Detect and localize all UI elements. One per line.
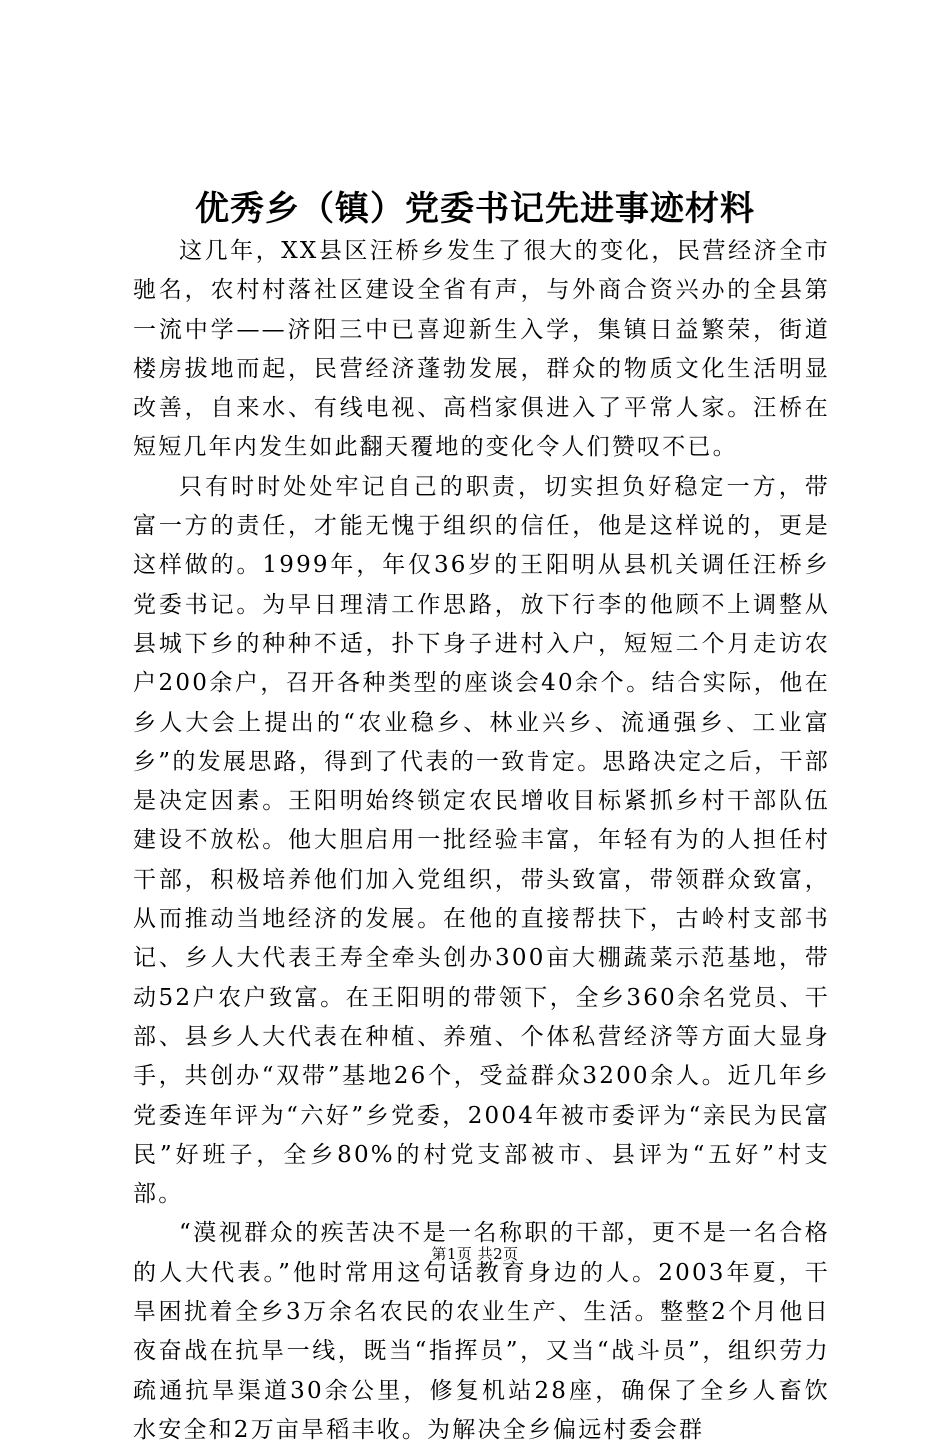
paragraph: 这几年，XX县区汪桥乡发生了很大的变化，民营经济全市驰名，农村村落社区建设全省有声，与外商合资兴办的全县第一流中学——济阳三中已喜迎新生入学，集镇日益繁荣，街道楼房拔地而起，民营经济蓬勃发展，群众的物质文化生活明显改善，自来水、有线电视、高档家俱进入了平常人家。汪桥在短短几年内发生如此翻天覆地的变化令人们赞叹不已。 xyxy=(133,238,830,461)
page-number-footer: 第1页 共2页 xyxy=(431,1245,519,1263)
paragraph: 只有时时处处牢记自己的职责，切实担负好稳定一方，带富一方的责任，才能无愧于组织的信任，他是这样说的，更是这样做的。1999年，年仅36岁的王阳明从县机关调任汪桥乡党委书记。为早日理清工作思路，放下行李的他顾不上调整从县城下乡的种种不适，扑下身子进村入户，短短二个月走访农户200余户，召开各种类型的座谈会40余个。结合实际，他在乡人大会上提出的“农业稳乡、林业兴乡、流通强乡、工业富乡”的发展思路，得到了代表的一致肯定。思路决定之后，干部是决定因素。王阳明始终锁定农民增收目标紧抓乡村干部队伍建设不放松。他大胆启用一批经验丰富，年轻有为的人担任村干部，积极培养他们加入党组织，带头致富，带领群众致富，从而推动当地经济的发展。在他的直接帮扶下，古岭村支部书记、乡人大代表王寿全牵头创办300亩大棚蔬菜示范基地，带动52户农户致富。在王阳明的带领下，全乡360余名党员、干部、县乡人大代表在种植、养殖、个体私营经济等方面大显身手，共创办“双带”基地26个，受益群众3200余人。近几年乡党委连年评为“六好”乡党委，2004年被市委评为“亲民为民富民”好班子，全乡80%的村党支部被市、县评为“五好”村支部。 xyxy=(133,473,830,1208)
document-title: 优秀乡（镇）党委书记先进事迹材料 xyxy=(195,189,755,229)
document-body xyxy=(133,232,830,1450)
paragraph: “漠视群众的疾苦决不是一名称职的干部，更不是一名合格的人大代表。”他时常用这句话教育身边的人。2003年夏，干旱困扰着全乡3万余名农民的农业生产、生活。整整2个月他日夜奋战在抗旱一线，既当“指挥员”，又当“战斗员”，组织劳力疏通抗旱渠道30余公里，修复机站28座，确保了全乡人畜饮水安全和2万亩旱稻丰收。为解决全乡偏远村委会群 xyxy=(133,1220,830,1443)
